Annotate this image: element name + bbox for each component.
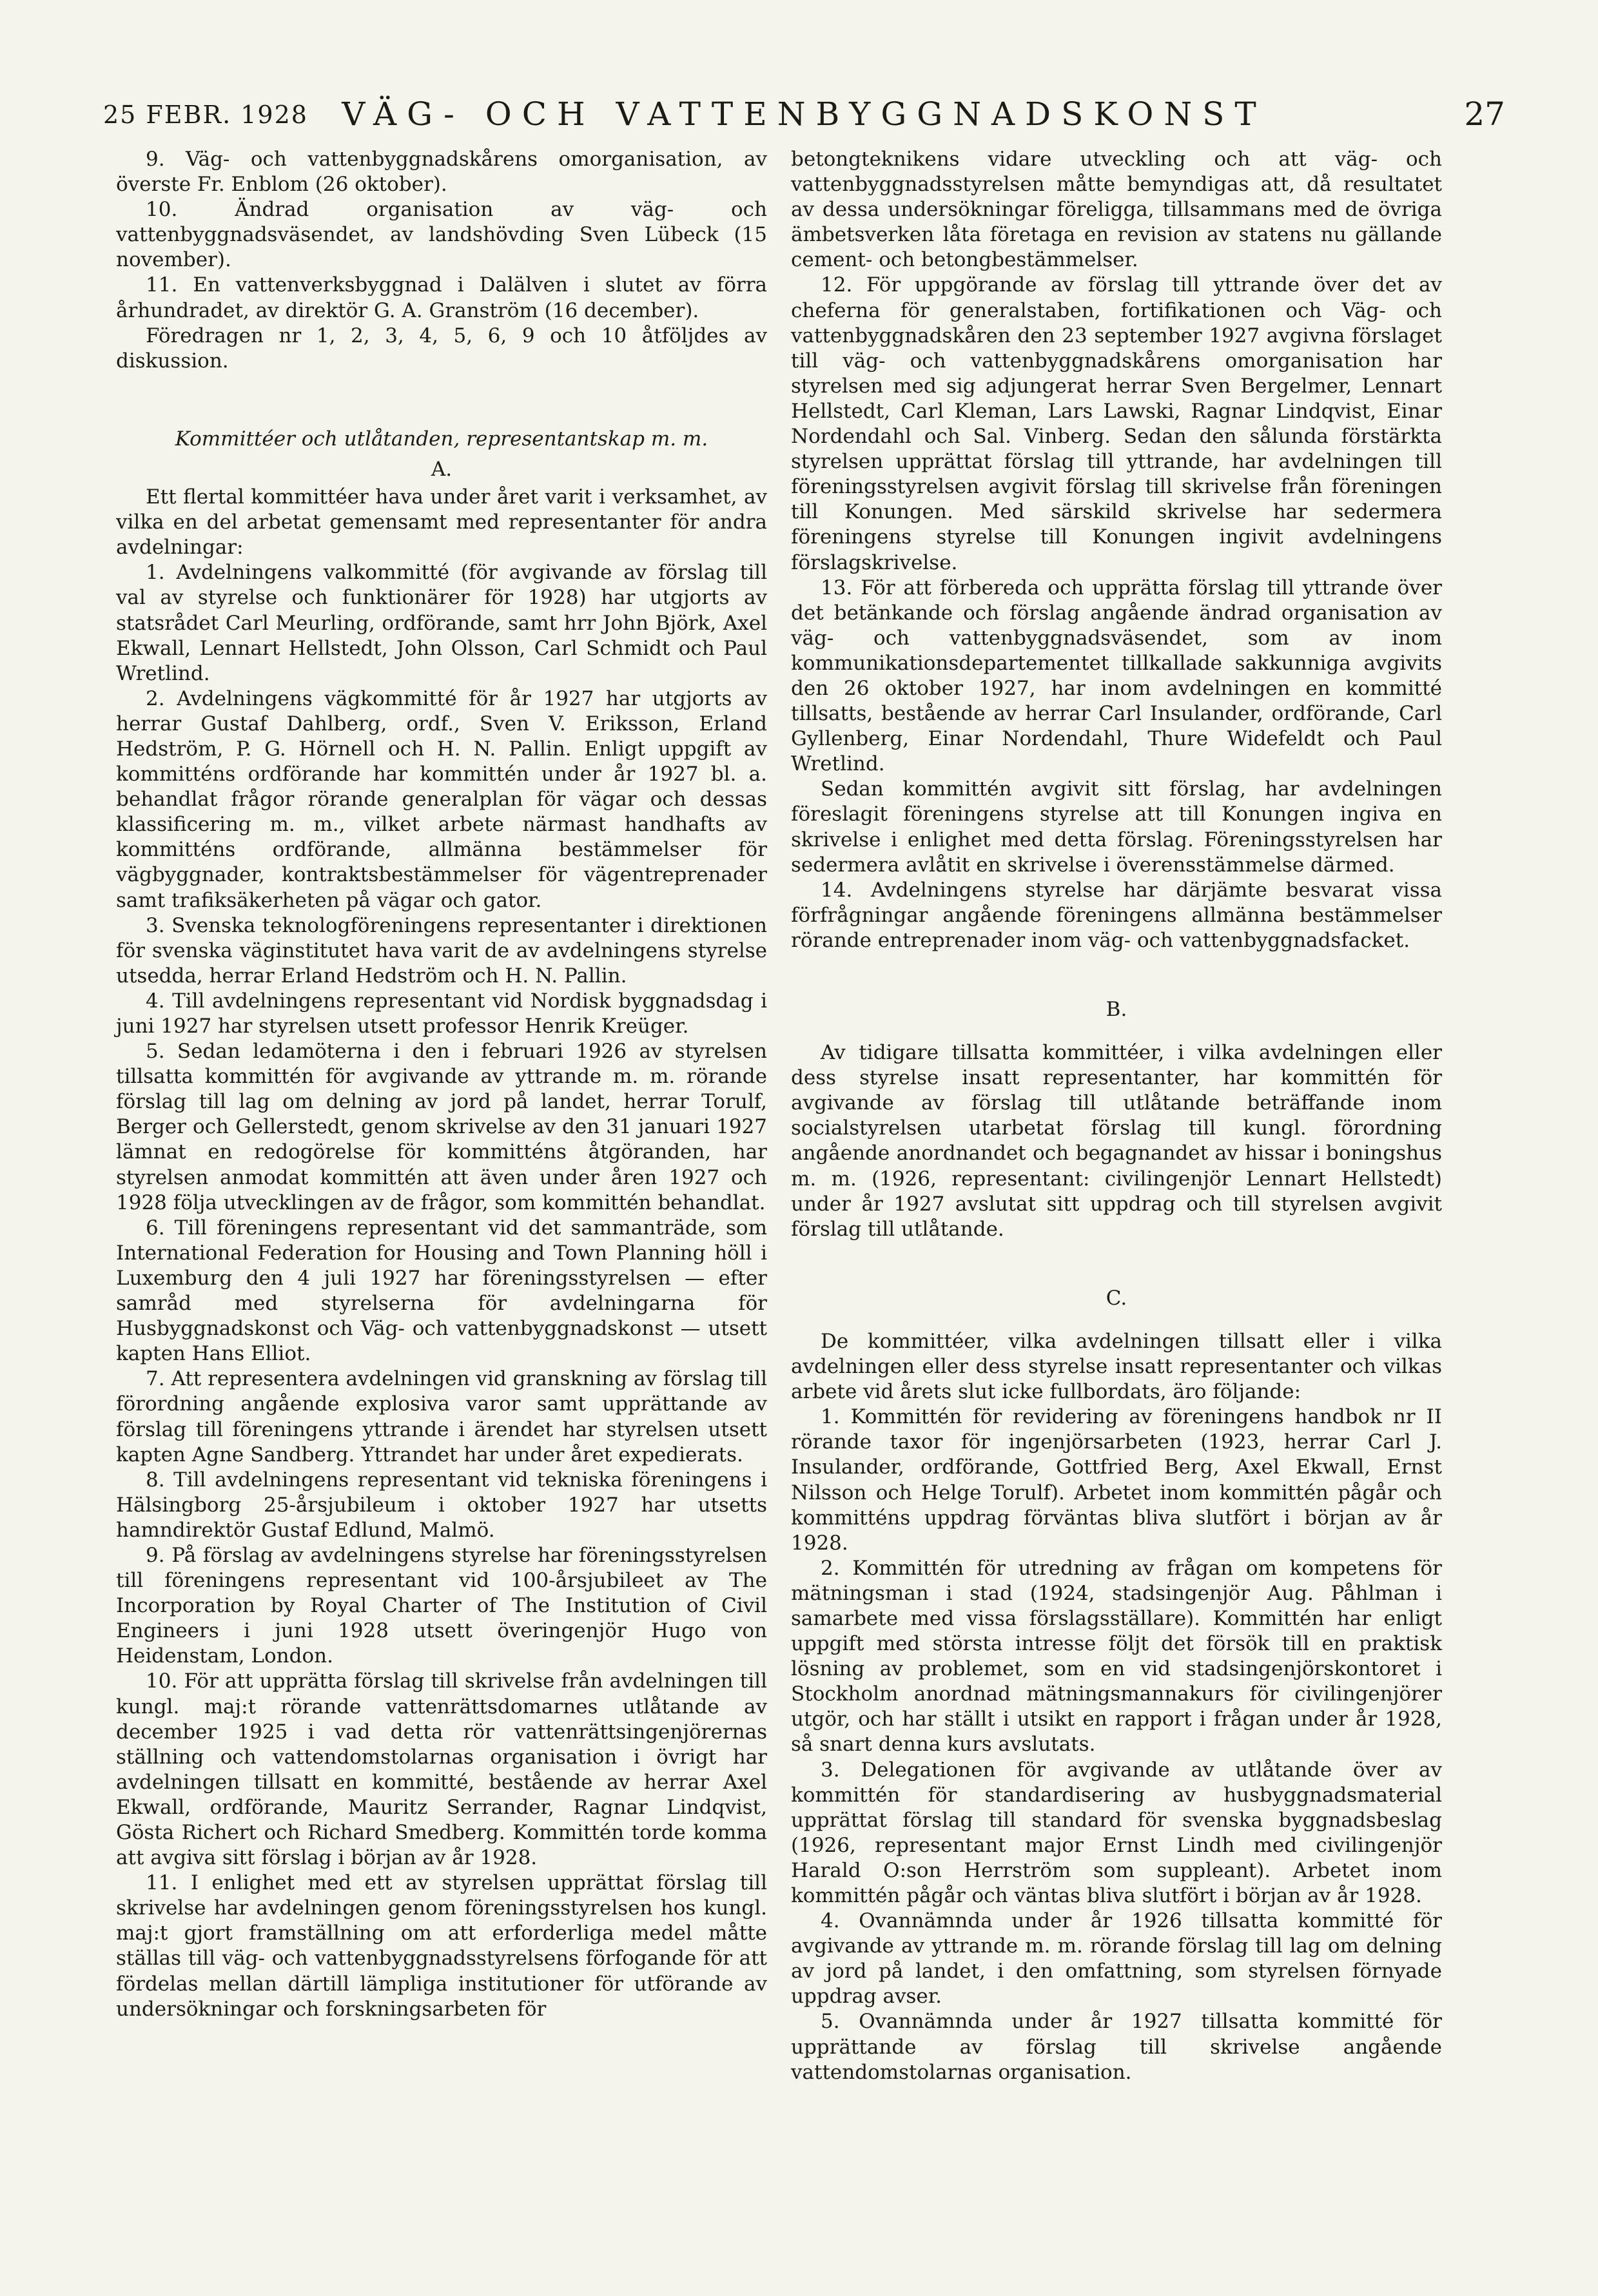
paragraph: 5. Ovannämnda under år 1927 tillsatta kommitté för upprättande av förslag till skrivelse angående vattendomstolarnas organisation. bbox=[791, 2010, 1442, 2084]
subsection-letter-a: A. bbox=[431, 457, 453, 481]
issue-date: 25 FEBR. 1928 bbox=[103, 101, 308, 129]
paragraph: 7. Att representera avdelningen vid granskning av förslag till förordning angående explosiva varor samt upprättande av förslag till föreningens yttrande i ärendet har styrelsen utsett kapten Agne Sandberg. Yttrandet har under året expedierats. bbox=[116, 1367, 767, 1466]
paragraph: 10. För att upprätta förslag till skrivelse från avdelningen till kungl. maj:t rörande vattenrättsdomarnes utlåtande av december 1925 i vad detta rör vattenrättsingenjörernas ställning och vattendomstolarnas organisation i övrigt har avdelningen tillsatt en kommitté, bestående av herrar Axel Ekwall, ordförande, Mauritz Serrander, Ragnar Lindqvist, Gösta Richert och Richard Smedberg. Kommittén torde komma att avgiva sitt förslag i början av år 1928. bbox=[116, 1669, 767, 1870]
paragraph: 11. I enlighet med ett av styrelsen upprättat förslag till skrivelse har avdelningen genom föreningsstyrelsen hos kungl. maj:t gjort framställning om att erforderliga medel måtte ställas till väg- och vattenbyggnadsstyrelsens förfogande för att fördelas mellan därtill lämpliga institutioner för utförande av undersökningar och forskningsarbeten för bbox=[116, 1871, 767, 2021]
paragraph: 8. Till avdelningens representant vid tekniska föreningens i Hälsingborg 25-årsjubileum i oktober 1927 har utsetts hamndirektör Gustaf Edlund, Malmö. bbox=[116, 1468, 767, 1542]
paragraph: 5. Sedan ledamöterna i den i februari 1926 av styrelsen tillsatta kommittén för avgivande av yttrande m. m. rörande förslag till lag om delning av jord på landet, herrar Torulf, Berger och Gellerstedt, genom skrivelse av den 31 januari 1927 lämnat en redogörelse för kommitténs åtgöranden, har styrelsen anmodat kommittén att även under åren 1927 och 1928 följa utvecklingen av de frågor, som kommittén behandlat. bbox=[116, 1040, 767, 1214]
paragraph: Föredragen nr 1, 2, 3, 4, 5, 6, 9 och 10 åtföljdes av diskussion. bbox=[116, 324, 767, 373]
paragraph: De kommittéer, vilka avdelningen tillsatt eller i vilka avdelningen eller dess styrelse insatt representanter och vilkas arbete vid årets slut icke fullbordats, äro följande: bbox=[791, 1329, 1442, 1404]
right-column bbox=[791, 147, 1442, 2085]
paragraph: 10. Ändrad organisation av väg- och vattenbyggnadsväsendet, av landshövding Sven Lübeck (15 november). bbox=[116, 198, 767, 272]
paragraph: 11. En vattenverksbyggnad i Dalälven i slutet av förra århundradet, av direktör G. A. Granström (16 december). bbox=[116, 273, 767, 322]
paragraph: 2. Kommittén för utredning av frågan om kompetens för mätningsman i stad (1924, stadsingenjör Aug. Påhlman i samarbete med vissa förslagsställare). Kommittén har enligt uppgift med största intresse följt det försök till en praktisk lösning av problemet, som en vid stadsingenjörskontoret i Stockholm anordnad mätningsmannakurs för civilingenjörer utgör, och har ställt i utsikt en rapport i frågan under år 1928, så snart denna kurs avslutats. bbox=[791, 1556, 1442, 1756]
journal-section-title: VÄG- OCH VATTENBYGGNADSKONST bbox=[342, 95, 1267, 133]
paragraph: 13. För att förbereda och upprätta förslag till yttrande över det betänkande och förslag angående ändrad organisation av väg- och vattenbyggnadsväsendet, som av inom kommunikationsdepartementet tillkallade sakkunniga avgivits den 26 oktober 1927, har inom avdelningen en kommitté tillsatts, bestående av herrar Carl Insulander, ordförande, Carl Gyllenberg, Einar Nordendahl, Thure Widefeldt och Paul Wretlind. bbox=[791, 576, 1442, 776]
paragraph: 9. Väg- och vattenbyggnadskårens omorganisation, av överste Fr. Enblom (26 oktober). bbox=[116, 148, 767, 197]
subsection-letter-c: C. bbox=[1106, 1286, 1127, 1310]
subsection-letter-b: B. bbox=[1106, 998, 1127, 1021]
paragraph: Ett flertal kommittéer hava under året varit i verksamhet, av vilka en del arbetat gemensamt med representanter för andra avdelningar: bbox=[116, 485, 767, 559]
paragraph: 14. Avdelningens styrelse har därjämte besvarat vissa förfrågningar angående föreningens allmänna bestämmelser rörande entreprenader inom väg- och vattenbyggnadsfacket. bbox=[791, 878, 1442, 952]
section-heading: Kommittéer och utlåtanden, representantskap m. m. bbox=[175, 427, 708, 451]
paragraph: 9. På förslag av avdelningens styrelse har föreningsstyrelsen till föreningens representant vid 100-årsjubileet av The Incorporation by Royal Charter of The Institution of Civil Engineers i juni 1928 utsett överingenjör Hugo von Heidenstam, London. bbox=[116, 1543, 767, 1668]
paragraph: 2. Avdelningens vägkommitté för år 1927 har utgjorts av herrar Gustaf Dahlberg, ordf., Sven V. Eriksson, Erland Hedström, P. G. Hörnell och H. N. Pallin. Enligt uppgift av kommitténs ordförande har kommittén under år 1927 bl. a. behandlat frågor rörande generalplan för vägar och dessas klassificering m. m., vilket arbete närmast handhafts av kommitténs ordförande, allmänna bestämmelser för vägbyggnader, kontraktsbestämmelser för vägentreprenader samt trafiksäkerheten på vägar och gator. bbox=[116, 686, 767, 912]
running-header bbox=[103, 90, 1505, 142]
paragraph: 1. Kommittén för revidering av föreningens handbok nr II rörande taxor för ingenjörsarbeten (1923, herrar Carl J. Insulander, ordförande, Gottfried Berg, Axel Ekwall, Ernst Nilsson och Helge Torulf). Arbetet inom kommittén pågår och kommitténs uppdrag förväntas bliva slutfört i början av år 1928. bbox=[791, 1405, 1442, 1555]
paragraph: 1. Avdelningens valkommitté (för avgivande av förslag till val av styrelse och funktionärer för 1928) har utgjorts av statsrådet Carl Meurling, ordförande, samt hrr John Björk, Axel Ekwall, Lennart Hellstedt, John Olsson, Carl Schmidt och Paul Wretlind. bbox=[116, 561, 767, 685]
left-column bbox=[116, 147, 767, 2022]
paragraph: 3. Delegationen för avgivande av utlåtande över av kommittén för standardisering av husbyggnadsmaterial upprättat förslag till standard för svenska byggnadsbeslag (1926, representant major Ernst Lindh med civilingenjör Harald O:son Herrström som suppleant). Arbetet inom kommittén pågår och väntas bliva slutfört i början av år 1928. bbox=[791, 1758, 1442, 1907]
paragraph: 4. Till avdelningens representant vid Nordisk byggnadsdag i juni 1927 har styrelsen utsett professor Henrik Kreüger. bbox=[116, 989, 767, 1038]
paragraph: 4. Ovannämnda under år 1926 tillsatta kommitté för avgivande av yttrande m. m. rörande förslag till lag om delning av jord på landet, i den omfattning, som styrelsen förnyade uppdrag avser. bbox=[791, 1909, 1442, 2009]
paragraph: Sedan kommittén avgivit sitt förslag, har avdelningen föreslagit föreningens styrelse att till Konungen ingiva en skrivelse i enlighet med detta förslag. Föreningsstyrelsen har sedermera avlåtit en skrivelse i överensstämmelse därmed. bbox=[791, 777, 1442, 877]
paragraph: 3. Svenska teknologföreningens representanter i direktionen för svenska väginstitutet hava varit de av avdelningens styrelse utsedda, herrar Erland Hedström och H. N. Pallin. bbox=[116, 913, 767, 987]
paragraph: 12. För uppgörande av förslag till yttrande över det av cheferna för generalstaben, fortifikationen och Väg- och vattenbyggnadskåren den 23 september 1927 avgivna förslaget till väg- och vattenbyggnadskårens omorganisation har styrelsen med sig adjungerat herrar Sven Bergelmer, Lennart Hellstedt, Carl Kleman, Lars Lawski, Ragnar Lindqvist, Einar Nordendahl och Sal. Vinberg. Sedan den sålunda förstärkta styrelsen upprättat förslag till yttrande, har avdelningen till föreningsstyrelsen avgivit förslag till skrivelse från föreningen till Konungen. Med särskild skrivelse har sedermera föreningens styrelse till Konungen ingivit avdelningens förslagskrivelse. bbox=[791, 273, 1442, 574]
page-number: 27 bbox=[1464, 95, 1505, 133]
paragraph: 6. Till föreningens representant vid det sammanträde, som International Federation for Housing and Town Planning höll i Luxemburg den 4 juli 1927 har föreningsstyrelsen — efter samråd med styrelserna för avdelningarna för Husbyggnadskonst och Väg- och vattenbyggnadskonst — utsett kapten Hans Elliot. bbox=[116, 1216, 767, 1366]
paragraph: betongteknikens vidare utveckling och att väg- och vattenbyggnadsstyrelsen måtte bemyndigas att, då resultatet av dessa undersökningar föreligga, tillsammans med de övriga ämbetsverken låta företaga en revision av statens nu gällande cement- och betongbestämmelser. bbox=[791, 148, 1442, 272]
paragraph: Av tidigare tillsatta kommittéer, i vilka avdelningen eller dess styrelse insatt representanter, har kommittén för avgivande av förslag till utlåtande beträffande inom socialstyrelsen utarbetat förslag till kungl. förordning angående anordnandet och begagnandet av hissar i boningshus m. m. (1926, representant: civilingenjör Lennart Hellstedt) under år 1927 avslutat sitt uppdrag och till styrelsen avgivit förslag till utlåtande. bbox=[791, 1041, 1442, 1241]
